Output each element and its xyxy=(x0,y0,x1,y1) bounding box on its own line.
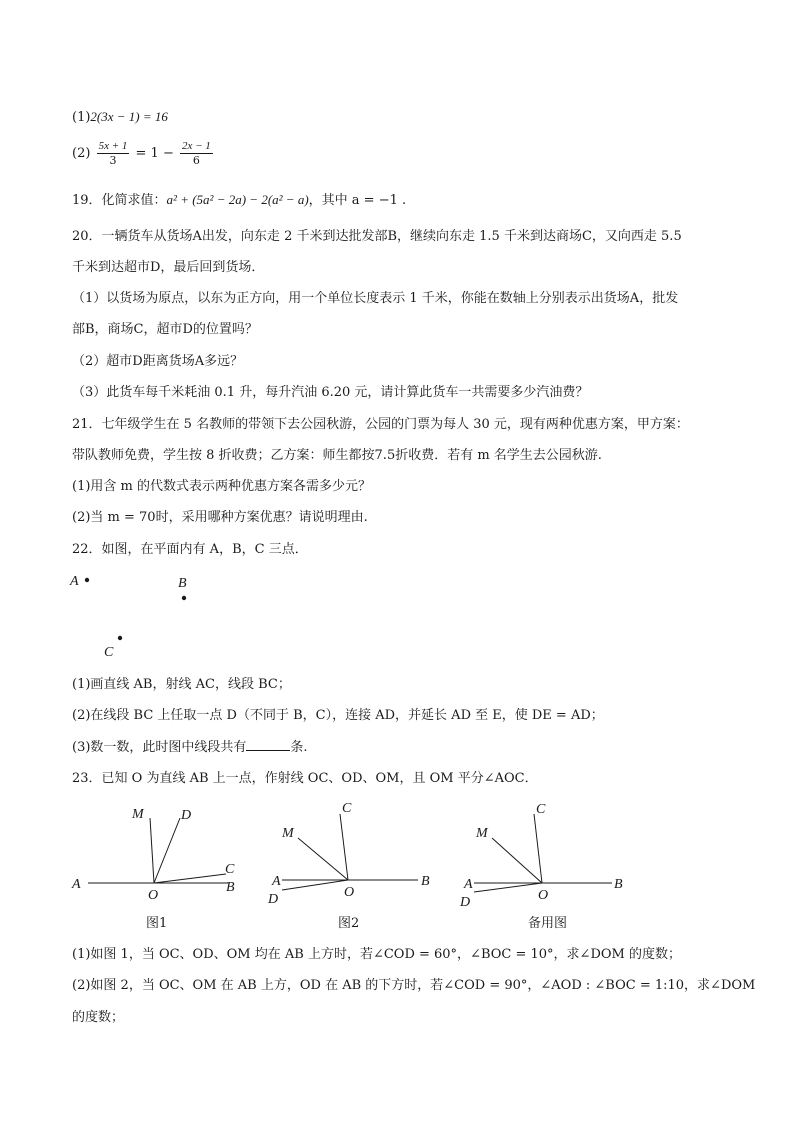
label-m: M xyxy=(132,807,144,822)
label-a: A xyxy=(72,877,81,892)
label-b: B xyxy=(614,877,623,892)
point-c-label: C xyxy=(104,645,114,660)
label-b: B xyxy=(421,874,430,889)
q22-sub3: (3)数一数，此时图中线段共有 条. xyxy=(72,740,308,755)
q21-sub2: (2)当 m = 70时，采用哪种方案优惠？请说明理由. xyxy=(72,510,368,525)
q20-sub1-line2: 部B，商场C，超市D的位置吗？ xyxy=(72,322,258,337)
q18-part1: (1)2(3x − 1) = 16 xyxy=(72,109,168,125)
ray-oc xyxy=(534,814,542,883)
point-b-label: B xyxy=(178,576,187,591)
q20-stem-line2: 千米到达超市D，最后回到货场． xyxy=(72,260,265,275)
ray-om xyxy=(150,818,154,883)
q23-sub1: (1)如图 1，当 OC、OD、OM 均在 AB 上方时，若∠COD = 60°，∠BOC = 10°，求∠DOM 的度数； xyxy=(72,947,681,962)
point-b-dot xyxy=(182,596,186,600)
q20-sub1-line1: （1）以货场为原点，以东为正方向，用一个单位长度表示 1 千米，你能在数轴上分别表示出货场A，批发 xyxy=(72,291,679,306)
q18-fraction-left: $\frac{5x + 1}{3}$ xyxy=(98,140,128,167)
q19: 19．化简求值：a² + (5a² − 2a) − 2(a² − a)，其中 a = −1 . xyxy=(72,192,407,208)
label-o: O xyxy=(344,885,355,900)
label-a: A xyxy=(464,877,473,892)
q20-sub3: （3）此货车每千米耗油 0.1 升，每升汽油 6.20 元，请计算此货车一共需要多少汽油费？ xyxy=(72,385,589,400)
label-d: D xyxy=(181,808,192,823)
q20-sub2: （2）超市D距离货场A多远？ xyxy=(72,354,244,369)
q23-stem: 23．已知 O 为直线 AB 上一点，作射线 OC、OD、OM，且 OM 平分∠AOC． xyxy=(72,771,538,786)
ray-od xyxy=(282,880,348,890)
figure-2-caption: 图2 xyxy=(338,916,360,931)
q23-sub2-line2: 的度数； xyxy=(72,1010,125,1025)
point-a-label: A xyxy=(70,574,79,589)
q22-sub2: (2)在线段 BC 上任取一点 D（不同于 B，C），连接 AD，并延长 AD 至 E，使 DE = AD； xyxy=(72,708,604,723)
ray-od xyxy=(474,883,542,892)
q22-stem: 22．如图，在平面内有 A，B，C 三点． xyxy=(72,542,308,557)
label-o: O xyxy=(148,888,159,903)
q20-stem-line1: 20．一辆货车从货场A出发，向东走 2 千米到达批发部B，继续向东走 1.5 千米到达商场C，又向西走 5.5 xyxy=(72,229,682,244)
answer-blank xyxy=(246,738,290,751)
label-d: D xyxy=(268,892,279,907)
ray-om xyxy=(492,838,542,883)
q22-sub1: (1)画直线 AB，射线 AC，线段 BC； xyxy=(72,677,291,692)
label-b: B xyxy=(226,880,235,895)
q18-part1-equation: 2(3x − 1) = 16 xyxy=(90,109,168,124)
q18-fraction-right: $\frac{2x - 1}{6}$ xyxy=(181,140,211,167)
figure-backup-caption: 备用图 xyxy=(528,916,568,931)
point-c-dot xyxy=(118,636,122,640)
label-m: M xyxy=(476,826,488,841)
q22-points-figure xyxy=(60,566,240,662)
ray-od xyxy=(154,818,180,883)
figure-1-caption: 图1 xyxy=(146,916,168,931)
q19-expression: a² + (5a² − 2a) − 2(a² − a) xyxy=(166,192,309,207)
ray-om xyxy=(298,838,348,880)
label-c: C xyxy=(536,802,546,817)
ray-oc xyxy=(340,814,348,880)
point-a-dot xyxy=(85,578,89,582)
q23-sub2-line1: (2)如图 2，当 OC、OM 在 AB 上方，OD 在 AB 的下方时，若∠COD = 90°，∠AOD : ∠BOC = 1:10，求∠DOM xyxy=(72,978,756,993)
q21-stem-line2: 带队教师免费，学生按 8 折收费；乙方案：师生都按7.5折收费．若有 m 名学生去公园秋游. xyxy=(72,448,602,463)
q21-sub1: (1)用含 m 的代数式表示两种优惠方案各需多少元？ xyxy=(72,479,372,494)
label-c: C xyxy=(342,801,352,816)
label-o: O xyxy=(538,888,549,903)
q18-part2: (2) $\frac{5x + 1}{3}$ = 1 − $\frac{2x - 1}{6}$ xyxy=(72,140,211,167)
q21-stem-line1: 21．七年级学生在 5 名教师的带领下去公园秋游，公园的门票为每人 30 元，现有两种优惠方案，甲方案： xyxy=(72,417,689,432)
label-a: A xyxy=(272,874,281,889)
q23-figure-1 xyxy=(68,796,248,936)
label-d: D xyxy=(460,895,471,910)
label-c: C xyxy=(225,862,235,877)
ray-oc xyxy=(154,874,226,883)
label-m: M xyxy=(282,826,294,841)
q23-figure-2 xyxy=(264,796,444,936)
q23-figure-backup xyxy=(456,796,646,936)
